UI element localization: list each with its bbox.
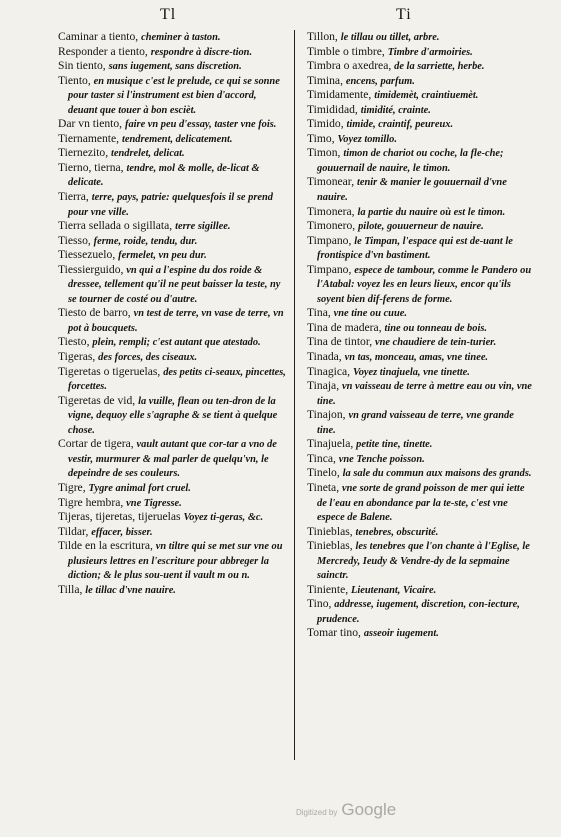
- dictionary-entry: [58, 510, 286, 525]
- entry-definition: en musique c'est le prelude, ce qui se sonne pour taster si l'instrument est bien d'accord, deuant que touer à bon escièt.: [68, 75, 280, 116]
- entry-definition: vne Tigresse.: [126, 497, 182, 509]
- entry-definition: tendrement, delicatement.: [121, 133, 233, 145]
- dictionary-entry: [307, 350, 533, 365]
- entry-definition: plein, rempli; c'est autant que atestado.: [92, 337, 261, 349]
- entry-headword: Tiento,: [58, 73, 94, 87]
- dictionary-entry: [58, 30, 286, 45]
- dictionary-entry: [307, 365, 533, 380]
- entry-definition: Voyez ti-geras, &c.: [183, 512, 264, 524]
- entry-headword: Timonear,: [307, 175, 357, 189]
- entry-definition: la sale du commun aux maisons des grands.: [342, 468, 532, 480]
- dictionary-entry: [58, 248, 286, 263]
- dictionary-entry: [307, 234, 533, 263]
- entry-definition: timon de chariot ou coche, la fle-che; gouuernail de nauire, le timon.: [317, 148, 504, 174]
- entry-headword: Tilde en la escritura,: [58, 539, 156, 553]
- dictionary-entry: [307, 263, 533, 307]
- dictionary-entry: [58, 263, 286, 307]
- entry-definition: Tygre animal fort cruel.: [88, 482, 191, 494]
- entry-headword: Tilla,: [58, 582, 86, 596]
- entry-definition: encens, parfum.: [345, 75, 415, 87]
- entry-headword: Responder a tiento,: [58, 44, 151, 58]
- entry-headword: Tina de madera,: [307, 320, 385, 334]
- entry-headword: Tiniente,: [307, 582, 352, 596]
- entry-definition: ferme, roide, tendu, dur.: [93, 235, 198, 247]
- entry-headword: Tierno, tierna,: [58, 160, 127, 174]
- dictionary-entry: [307, 146, 533, 175]
- dictionary-entry: [58, 117, 286, 132]
- entry-definition: asseoir iugement.: [363, 628, 439, 640]
- entry-headword: Tinca,: [307, 451, 339, 465]
- entry-headword: Tinajon,: [307, 408, 349, 422]
- entry-headword: Timble o timbre,: [307, 44, 388, 58]
- entry-headword: Tillon,: [307, 30, 341, 43]
- dictionary-entry: [58, 525, 286, 540]
- dictionary-entry: [58, 539, 286, 583]
- entry-definition: la partie du nauire où est le timon.: [357, 206, 506, 218]
- entry-headword: Tino,: [307, 597, 335, 611]
- entry-definition: les tenebres que l'on chante à l'Eglise, le Mercredy, Ieudy & Vendre-dy de la sepmaine sainctr.: [317, 541, 530, 582]
- entry-definition: cheminer à taston.: [141, 32, 221, 43]
- entry-definition: sans iugement, sans discretion.: [108, 61, 242, 73]
- entry-definition: tendre, mol & molle, de-licat & delicate.: [68, 162, 260, 189]
- entry-definition: terre, pays, patrie: quelquesfois il se prend pour vne ville.: [68, 192, 273, 218]
- entry-headword: Caminar a tiento,: [58, 30, 142, 43]
- dictionary-entry: [58, 234, 286, 249]
- entry-headword: Tigeras,: [58, 350, 99, 364]
- entry-definition: timidemèt, craintiuemèt.: [374, 90, 479, 102]
- entry-definition: vn vaisseau de terre à mettre eau ou vin, vne tine.: [317, 381, 532, 407]
- dictionary-entry: [307, 525, 533, 540]
- dictionary-entry: [307, 117, 533, 132]
- entry-headword: Tiesso,: [58, 233, 94, 247]
- entry-headword: Tildar,: [58, 524, 92, 538]
- entry-headword: Tinelo,: [307, 466, 343, 480]
- entry-headword: Tiernezito,: [58, 146, 112, 160]
- dictionary-entry: [307, 219, 533, 234]
- dictionary-entry: [307, 88, 533, 103]
- entry-definition: vn qui a l'espine du dos roide & dressee, tellement qu'il ne peut baisser la teste, ny se tourner de costé ou d'autre.: [68, 264, 281, 305]
- entry-headword: Tineta,: [307, 480, 343, 494]
- entry-definition: Voyez tinajuela, vne tinette.: [352, 366, 470, 378]
- entry-headword: Tinajuela,: [307, 437, 357, 451]
- entry-headword: Tomar tino,: [307, 626, 364, 640]
- entry-headword: Timonera,: [307, 204, 358, 218]
- entry-headword: Tinieblas,: [307, 524, 356, 538]
- dictionary-entry: [307, 452, 533, 467]
- entry-headword: Tina de tintor,: [307, 335, 376, 349]
- entry-headword: Tina,: [307, 306, 334, 320]
- entry-definition: des petits ci-seaux, pincettes, forcettes.: [68, 366, 286, 393]
- entry-definition: tendrelet, delicat.: [111, 148, 185, 160]
- entry-definition: de la sarriette, herbe.: [394, 61, 485, 73]
- entry-headword: Tigre hembra,: [58, 495, 127, 509]
- dictionary-entry: [58, 394, 286, 438]
- entry-headword: Tigeretas de vid,: [58, 393, 139, 407]
- dictionary-entry: [307, 74, 533, 89]
- dictionary-entry: [58, 146, 286, 161]
- entry-definition: vault autant que cor-tar a vno de vestir, murmurer & mal parler de quelqu'vn, le depeindre de ses couleurs.: [68, 439, 277, 480]
- dictionary-entry: [58, 335, 286, 350]
- dictionary-entry: [307, 30, 533, 45]
- entry-definition: Voyez tomillo.: [337, 133, 397, 145]
- dictionary-entry: [58, 481, 286, 496]
- entry-definition: Timbre d'armoiries.: [387, 46, 473, 58]
- entry-definition: vn grand vaisseau de terre, vne grande tine.: [317, 410, 514, 436]
- entry-definition: timidité, crainte.: [360, 104, 431, 116]
- entry-headword: Tiernamente,: [58, 131, 122, 145]
- entry-headword: Tiesto de barro,: [58, 306, 134, 320]
- entry-headword: Tierra sellada o sigillata,: [58, 219, 176, 233]
- entry-definition: terre sigillee.: [175, 221, 231, 233]
- entry-headword: Tigre,: [58, 480, 89, 494]
- dictionary-entry: [58, 496, 286, 511]
- dictionary-entry: [307, 59, 533, 74]
- dictionary-entry: [307, 103, 533, 118]
- dictionary-entry: [58, 350, 286, 365]
- entry-headword: Timidamente,: [307, 88, 375, 102]
- dictionary-entry: [58, 132, 286, 147]
- dictionary-entry: [307, 45, 533, 60]
- entry-definition: vne chaudiere de tein-turier.: [375, 337, 497, 349]
- entry-definition: timide, craintif, peureux.: [346, 119, 454, 131]
- dictionary-entry: [307, 539, 533, 583]
- dictionary-entry: [307, 408, 533, 437]
- dictionary-entry: [307, 626, 533, 641]
- dictionary-entry: [307, 597, 533, 626]
- entry-headword: Sin tiento,: [58, 59, 109, 73]
- dictionary-entry: [307, 335, 533, 350]
- entry-definition: vn test de terre, vn vase de terre, vn pot à boucquets.: [68, 308, 284, 334]
- entry-definition: tine ou tonneau de bois.: [384, 322, 487, 334]
- dictionary-entry: [58, 219, 286, 234]
- dictionary-entry: [307, 437, 533, 452]
- entry-headword: Timonero,: [307, 219, 359, 233]
- entry-headword: Timbra o axedrea,: [307, 59, 395, 73]
- entry-headword: Dar vn tiento,: [58, 117, 125, 131]
- dictionary-entry: [307, 583, 533, 598]
- entry-headword: Timpano,: [307, 262, 355, 276]
- entry-definition: espece de tambour, comme le Pandero ou l'Atabal: voyez les en leurs lieux, encor qu'ils soyent bien dif-ferens de forme.: [317, 264, 532, 305]
- dictionary-entry: [307, 306, 533, 321]
- entry-definition: tenir & manier le gouuernail d'vne nauire.: [317, 177, 507, 204]
- entry-definition: le tillau ou tillet, arbre.: [340, 32, 440, 43]
- entry-definition: fermelet, vn peu dur.: [118, 250, 207, 262]
- entry-headword: Tijeras, tijeretas, tijeruelas: [58, 510, 184, 524]
- dictionary-entry: [58, 306, 286, 335]
- digitized-watermark: [296, 800, 396, 820]
- entry-headword: Timina,: [307, 73, 346, 87]
- entry-headword: Timon,: [307, 146, 344, 160]
- dictionary-entry: [58, 583, 286, 598]
- entry-definition: addresse, iugement, discretion, con-iecture, prudence.: [317, 599, 520, 625]
- google-logo: Google: [341, 800, 397, 819]
- entry-definition: faire vn peu d'essay, taster vne fois.: [124, 119, 277, 131]
- entry-headword: Tiessierguido,: [58, 262, 127, 276]
- running-head-right: Ti: [396, 6, 412, 23]
- entry-definition: effacer, bisser.: [91, 526, 153, 538]
- entry-headword: Tinada,: [307, 350, 345, 364]
- entry-definition: le tillac d'vne nauire.: [85, 584, 176, 596]
- entry-headword: Timpano,: [307, 233, 355, 247]
- entry-definition: vn tiltre qui se met sur vne ou plusieurs lettres en l'escriture pour abbreger la diction; & le plus sou-uent il vault m ou n.: [68, 541, 283, 582]
- entry-definition: vne tine ou cuue.: [333, 308, 407, 320]
- entry-headword: Timididad,: [307, 102, 361, 116]
- entry-definition: la vuille, flean ou ten-dron de la vigne, dequoy elle s'agraphe & se tient à quelque chose.: [68, 395, 278, 436]
- entry-definition: vn tas, monceau, amas, vne tinee.: [344, 352, 489, 364]
- entry-headword: Tiessezuelo,: [58, 248, 119, 262]
- entry-definition: vne Tenche poisson.: [338, 453, 425, 465]
- entry-definition: vne sorte de grand poisson de mer qui iette de l'eau en abondance par la te-ste, c'est vne espece de Balene.: [317, 482, 525, 524]
- left-column: [58, 30, 286, 777]
- entry-definition: tenebres, obscurité.: [355, 526, 439, 538]
- right-column: [307, 30, 533, 777]
- dictionary-entry: [307, 175, 533, 204]
- entry-headword: Timido,: [307, 117, 347, 131]
- entry-headword: Timo,: [307, 131, 338, 145]
- column-divider: [294, 30, 295, 760]
- dictionary-entry: [307, 481, 533, 525]
- dictionary-entry: [307, 205, 533, 220]
- dictionary-entry: [58, 365, 286, 394]
- dictionary-entry: [58, 45, 286, 60]
- entry-definition: le Timpan, l'espace qui est de-uant le frontispice d'vn bastiment.: [317, 235, 513, 262]
- dictionary-entry: [58, 190, 286, 219]
- entry-definition: des forces, des ciseaux.: [98, 352, 198, 364]
- entry-headword: Tigeretas o tigeruelas,: [58, 364, 164, 378]
- entry-definition: pilote, gouuerneur de nauire.: [358, 221, 484, 233]
- dictionary-entry: [58, 74, 286, 118]
- dictionary-entry: [307, 379, 533, 408]
- entry-headword: Tinaja,: [307, 379, 343, 393]
- entry-headword: Tinieblas,: [307, 539, 356, 553]
- dictionary-entry: [58, 59, 286, 74]
- dictionary-entry: [307, 466, 533, 481]
- running-head-left: Tl: [160, 6, 177, 23]
- dictionary-entry: [307, 132, 533, 147]
- entry-headword: Tierra,: [58, 190, 92, 204]
- entry-definition: petite tine, tinette.: [356, 439, 433, 451]
- entry-headword: Tiesto,: [58, 335, 93, 349]
- entry-definition: Lieutenant, Vicaire.: [351, 584, 437, 596]
- entry-definition: respondre à discre-tion.: [150, 46, 253, 58]
- dictionary-entry: [307, 321, 533, 336]
- entry-headword: Tinagica,: [307, 364, 353, 378]
- dictionary-entry: [58, 437, 286, 481]
- dictionary-entry: [58, 161, 286, 190]
- entry-headword: Cortar de tigera,: [58, 437, 137, 451]
- digitized-label: Digitized by: [296, 808, 338, 817]
